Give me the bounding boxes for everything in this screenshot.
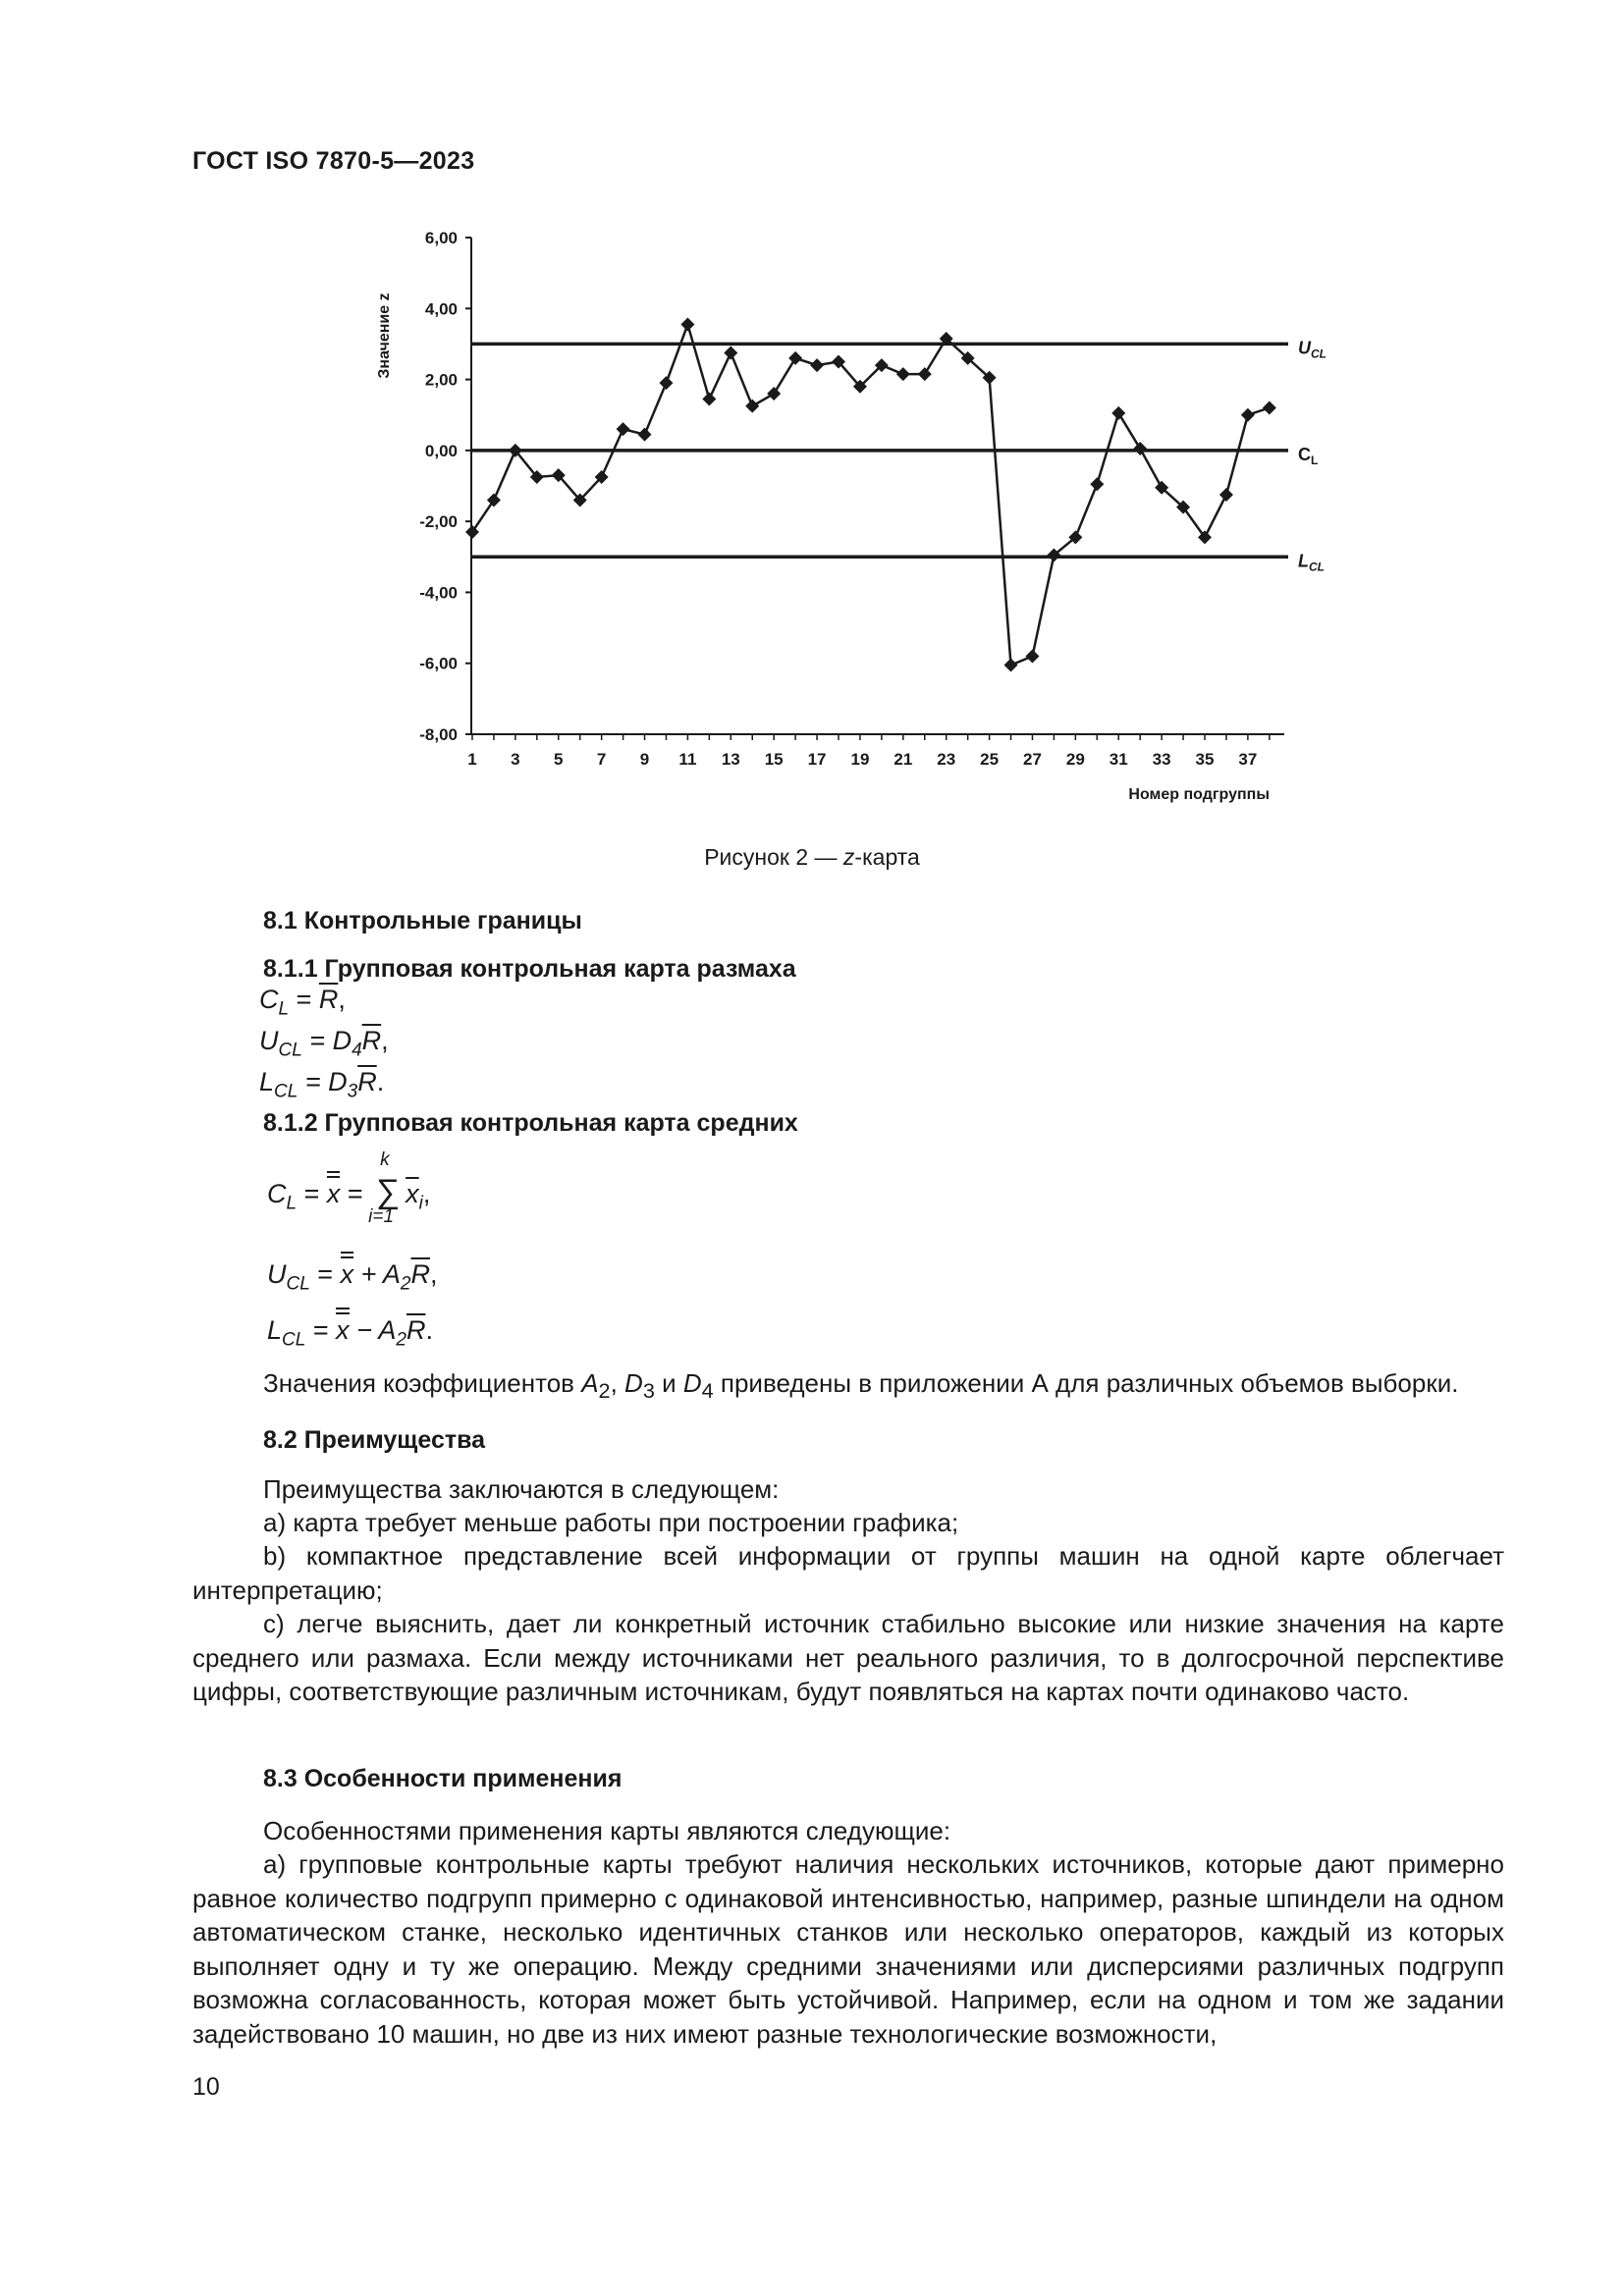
data-point (487, 493, 501, 507)
figure-caption (0, 844, 1624, 871)
f1-eq: = (289, 985, 319, 1014)
data-point (745, 400, 759, 413)
s82-item-b: b) компактное представление всей информации от группы машин на одной карте облегчает интерпретацию; (192, 1541, 1504, 1605)
z-series (465, 318, 1276, 672)
f4-eq1: = (297, 1179, 327, 1208)
coef-a: A (581, 1368, 599, 1398)
s82-intro: Преимущества заключаются в следующем: (263, 1474, 780, 1504)
f3-main: L (259, 1067, 275, 1096)
data-point (1004, 659, 1018, 672)
f6-sub: CL (282, 1329, 306, 1351)
formula-ucl-mean (267, 1259, 437, 1295)
f6-end: . (425, 1315, 433, 1345)
coef-d4sub: 4 (701, 1378, 714, 1404)
data-point (1133, 442, 1147, 455)
f5-r: $\overline{R}$ (410, 1259, 430, 1289)
formula-ucl-range (259, 1026, 389, 1061)
y-tick-label: 0,00 (424, 441, 458, 460)
data-point (638, 428, 652, 442)
y-axis-label: Значение z (376, 293, 393, 379)
y-tick-label: -6,00 (419, 654, 458, 673)
data-point (896, 367, 910, 381)
f5-eq: = (309, 1259, 341, 1289)
f4-xbarbar (327, 1179, 341, 1209)
s83-item-a: a) групповые контрольные карты требуют наличия нескольких источников, которые дают примерно равное количество подгрупп примерно с одинаковой интенсивностью, например, разные шпиндели на одном автоматическом станке, несколько идентичных станков или несколько операторов, каждый из которых выполняет одну и ту же операцию. Между средними значениями или дисперсиями различных подгрупп возможна согласованность, которая может быть устойчивой. Например, если на одном и том же задании задействовано 10 машин, но две из них имеют разные технологические возможности, (192, 1849, 1504, 2049)
section-8-2-title: 8.2 Преимущества (263, 1426, 486, 1454)
control-label-ucl: $U_{CL}$ (1298, 338, 1326, 361)
page-number: 10 (192, 2073, 220, 2101)
f5-end: , (429, 1259, 438, 1289)
data-point (1090, 477, 1104, 491)
coef-c1: , (610, 1368, 625, 1398)
s82-item-c: c) легче выяснить, дает ли конкретный источник стабильно высокие или низкие значения на карте среднего или размаха. Если между источниками нет реального различия, то в долгосрочной перспективе цифры, соответствующие различным источникам, будут появляться на картах почти одинаково часто. (192, 1609, 1504, 1706)
data-point (1111, 406, 1125, 420)
f4-end: , (422, 1179, 431, 1208)
x-tick-label: 27 (1023, 750, 1042, 769)
y-axis (419, 229, 471, 744)
coef-t1: Значения коэффициентов (263, 1368, 582, 1398)
data-point (1219, 488, 1233, 502)
f3-dsub: 3 (347, 1081, 358, 1102)
f2-main: U (259, 1026, 279, 1055)
caption-prefix: Рисунок 2 — (704, 844, 843, 870)
f4-sum-block (368, 1149, 406, 1227)
x-tick-label: 5 (554, 750, 564, 769)
data-point (465, 525, 479, 539)
formula-lcl-range (259, 1067, 384, 1102)
x-tick-label: 11 (678, 750, 697, 769)
x-tick-label: 31 (1109, 750, 1128, 769)
f1-main: C (259, 985, 279, 1014)
x-tick-label: 17 (807, 750, 827, 769)
f6-main: L (267, 1315, 283, 1345)
z-chart (353, 221, 1335, 810)
f3-eq: = D (298, 1067, 348, 1096)
f6-minus: − A (349, 1315, 397, 1345)
f3-sub: CL (274, 1081, 298, 1102)
f1-sub: L (278, 998, 290, 1020)
f6-x: x (336, 1315, 350, 1345)
f2-end: , (381, 1026, 389, 1055)
coefficients-note (263, 1366, 1504, 1409)
f1-r: $\overline{R}$ (318, 985, 339, 1014)
x-tick-label: 3 (511, 750, 520, 769)
x-tick-label: 33 (1152, 750, 1171, 769)
data-point (680, 318, 694, 332)
data-point (810, 358, 824, 372)
f4-sum-bottom: i=1 (368, 1206, 395, 1227)
y-tick-label: -8,00 (419, 725, 458, 744)
coef-d3sub: 3 (642, 1378, 655, 1404)
f6-r: $\overline{R}$ (406, 1315, 426, 1345)
formula-lcl-mean (267, 1315, 433, 1351)
data-point (617, 422, 630, 436)
f2-sub: CL (278, 1040, 302, 1061)
document-header: ГОСТ ISO 7870-5—2023 (192, 147, 475, 175)
f2-dsub: 4 (352, 1040, 362, 1061)
data-point (1263, 400, 1276, 414)
x-tick-label: 21 (893, 750, 913, 769)
f3-end: . (376, 1067, 385, 1096)
section-8-1-2-title: 8.1.2 Групповая контрольная карта средних (263, 1109, 798, 1137)
x-tick-label: 13 (721, 750, 740, 769)
f6-eq: = (305, 1315, 337, 1345)
s83-intro: Особенностями применения карты являются следующие: (263, 1816, 951, 1845)
f4-sub: L (286, 1193, 298, 1214)
coef-asub: 2 (598, 1378, 611, 1404)
y-tick-label: -2,00 (419, 512, 458, 532)
f4-xi: $\overline{x}$ (406, 1179, 419, 1208)
data-point (918, 367, 932, 381)
f5-x: x (340, 1259, 354, 1289)
z-series-line (472, 325, 1270, 666)
data-point (724, 346, 737, 359)
data-point (702, 392, 716, 405)
data-point (767, 387, 781, 400)
f4-x: x (326, 1179, 341, 1208)
control-label-lcl: $L_{CL}$ (1298, 551, 1325, 574)
f6-asub: 2 (396, 1329, 406, 1351)
x-tick-label: 25 (980, 750, 1000, 769)
f4-sum-top: k (380, 1149, 390, 1170)
y-tick-label: 6,00 (424, 229, 458, 247)
coef-d3: D (624, 1368, 643, 1398)
formula-cl-mean (267, 1149, 431, 1227)
x-tick-label: 9 (639, 750, 650, 769)
f6-xbarbar (336, 1315, 350, 1346)
caption-z: z (842, 844, 855, 870)
x-tick-label: 23 (937, 750, 956, 769)
x-tick-label: 29 (1065, 750, 1085, 769)
f3-r: $\overline{R}$ (357, 1067, 377, 1096)
f2-eq: = D (301, 1026, 352, 1055)
f5-plus: + A (353, 1259, 401, 1289)
y-tick-label: 4,00 (424, 299, 458, 319)
f5-asub: 2 (400, 1273, 411, 1295)
f4-sum-sign: ∑ (376, 1173, 401, 1210)
section-8-1-title: 8.1 Контрольные границы (263, 907, 582, 934)
f4-eq2: = (340, 1179, 371, 1208)
data-point (659, 376, 673, 390)
x-tick-label: 35 (1195, 750, 1215, 769)
f5-xbarbar (341, 1259, 354, 1290)
coef-d4: D (682, 1368, 702, 1398)
f1-end: , (338, 985, 346, 1014)
data-point (1025, 649, 1039, 663)
x-tick-label: 1 (467, 750, 477, 769)
f5-sub: CL (286, 1273, 310, 1295)
formula-cl-range (259, 985, 346, 1020)
f5-main: U (267, 1259, 287, 1289)
s82-item-a: a) карта требует меньше работы при построении графика; (263, 1508, 959, 1537)
x-axis (467, 734, 1284, 769)
y-tick-label: 2,00 (424, 370, 458, 390)
section-8-1-1-title: 8.1.1 Групповая контрольная карта размаха (263, 955, 796, 983)
caption-suffix: -карта (854, 844, 920, 870)
coef-and: и (654, 1368, 683, 1398)
x-tick-label: 37 (1238, 750, 1258, 769)
f4-main: C (267, 1179, 287, 1208)
coef-t2: приведены в приложении А для различных объемов выборки. (713, 1368, 1459, 1398)
y-tick-label: -4,00 (419, 583, 458, 603)
section-8-3-title: 8.3 Особенности применения (263, 1765, 623, 1792)
x-tick-label: 15 (764, 750, 784, 769)
x-axis-label: Номер подгруппы (1128, 786, 1270, 803)
control-label-cl: $C_L$ (1298, 444, 1319, 467)
data-point (788, 351, 802, 365)
f4-xi-sub: i (418, 1193, 423, 1214)
data-point (1241, 408, 1255, 422)
x-tick-label: 7 (596, 750, 607, 769)
x-tick-label: 19 (850, 750, 870, 769)
f2-r: $\overline{R}$ (361, 1026, 382, 1055)
